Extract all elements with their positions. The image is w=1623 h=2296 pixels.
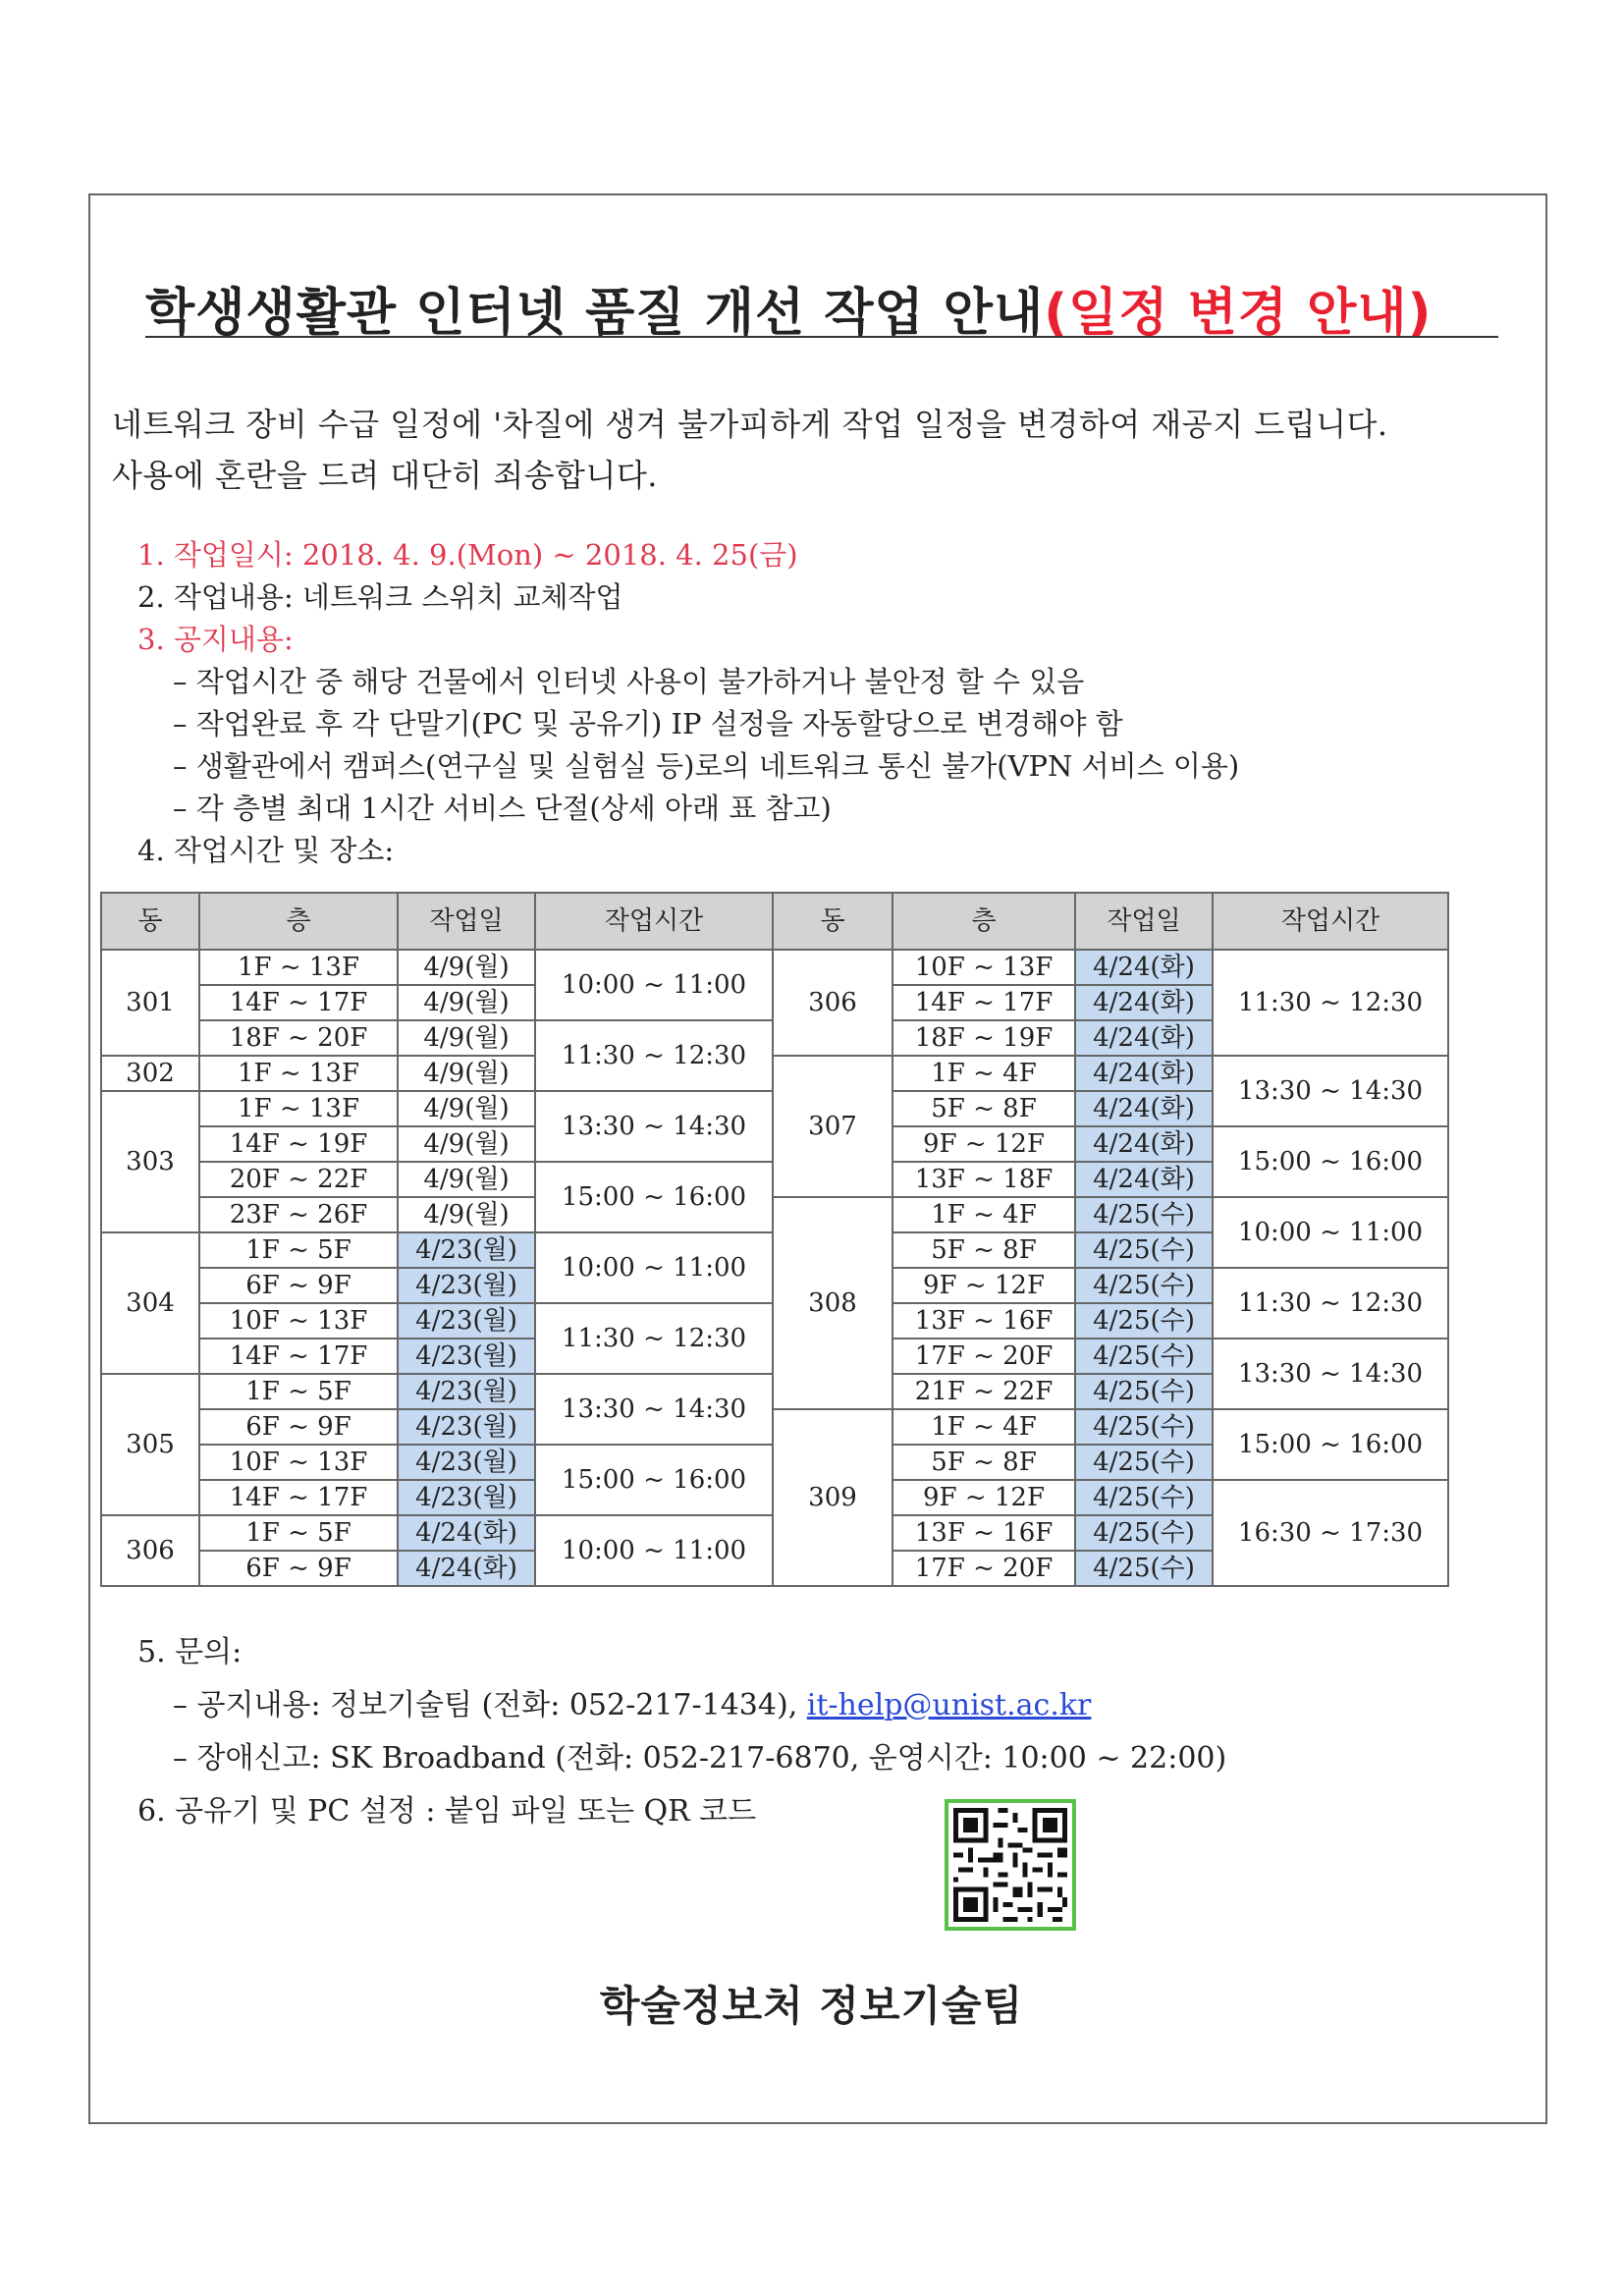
floor-cell: 9F ~ 12F xyxy=(893,1480,1075,1515)
building-cell: 309 xyxy=(773,1409,893,1586)
floor-cell: 10F ~ 13F xyxy=(199,1445,398,1480)
floor-cell: 14F ~ 17F xyxy=(893,985,1075,1020)
header-floor: 층 xyxy=(893,893,1075,950)
date-cell: 4/23(월) xyxy=(398,1339,535,1374)
note-item: – 작업시간 중 해당 건물에서 인터넷 사용이 불가하거나 불안정 할 수 있음 xyxy=(173,665,1085,698)
floor-cell: 1F ~ 4F xyxy=(893,1056,1075,1091)
building-cell: 308 xyxy=(773,1197,893,1409)
date-cell: 4/23(월) xyxy=(398,1409,535,1445)
building-cell: 302 xyxy=(101,1056,199,1091)
item-work-datetime: 1. 작업일시: 2018. 4. 9.(Mon) ~ 2018. 4. 25(금) xyxy=(137,538,798,572)
date-cell: 4/25(수) xyxy=(1075,1303,1213,1339)
time-cell: 15:00 ~ 16:00 xyxy=(535,1445,773,1515)
table-row xyxy=(101,1197,1448,1232)
time-cell: 11:30 ~ 12:30 xyxy=(1213,950,1448,1056)
time-cell: 11:30 ~ 12:30 xyxy=(535,1303,773,1374)
header-time: 작업시간 xyxy=(535,893,773,950)
floor-cell: 5F ~ 8F xyxy=(893,1091,1075,1126)
date-cell: 4/9(월) xyxy=(398,1020,535,1056)
date-cell: 4/25(수) xyxy=(1075,1480,1213,1515)
date-cell: 4/9(월) xyxy=(398,1126,535,1162)
time-cell: 15:00 ~ 16:00 xyxy=(1213,1126,1448,1197)
floor-cell: 6F ~ 9F xyxy=(199,1268,398,1303)
floor-cell: 18F ~ 20F xyxy=(199,1020,398,1056)
building-cell: 304 xyxy=(101,1232,199,1374)
floor-cell: 1F ~ 5F xyxy=(199,1374,398,1409)
header-date: 작업일 xyxy=(398,893,535,950)
table-row xyxy=(101,950,1448,985)
date-cell: 4/24(화) xyxy=(1075,950,1213,985)
date-cell: 4/9(월) xyxy=(398,1091,535,1126)
date-cell: 4/24(화) xyxy=(398,1515,535,1551)
date-cell: 4/23(월) xyxy=(398,1445,535,1480)
schedule-table xyxy=(100,892,1449,1587)
floor-cell: 6F ~ 9F xyxy=(199,1551,398,1586)
contact-section xyxy=(137,1626,1512,1838)
item-router-setup: 6. 공유기 및 PC 설정 : 붙임 파일 또는 QR 코드 xyxy=(137,1794,757,1829)
date-cell: 4/25(수) xyxy=(1075,1551,1213,1586)
building-cell: 306 xyxy=(101,1515,199,1586)
intro-line-1: 네트워크 장비 수급 일정에 '차질에 생겨 불가피하게 작업 일정을 변경하여 재공지 드립니다. xyxy=(112,406,1388,443)
date-cell: 4/24(화) xyxy=(398,1551,535,1586)
floor-cell: 14F ~ 17F xyxy=(199,1339,398,1374)
date-cell: 4/24(화) xyxy=(1075,1126,1213,1162)
header-date: 작업일 xyxy=(1075,893,1213,950)
floor-cell: 14F ~ 19F xyxy=(199,1126,398,1162)
floor-cell: 1F ~ 13F xyxy=(199,1056,398,1091)
floor-cell: 1F ~ 4F xyxy=(893,1197,1075,1232)
note-item: – 작업완료 후 각 단말기(PC 및 공유기) IP 설정을 자동할당으로 변경해야 함 xyxy=(173,707,1123,740)
floor-cell: 6F ~ 9F xyxy=(199,1409,398,1445)
time-cell: 13:30 ~ 14:30 xyxy=(535,1374,773,1445)
date-cell: 4/23(월) xyxy=(398,1374,535,1409)
time-cell: 11:30 ~ 12:30 xyxy=(1213,1268,1448,1339)
time-cell: 15:00 ~ 16:00 xyxy=(535,1162,773,1232)
title-highlight: (일정 변경 안내) xyxy=(1044,284,1433,343)
time-cell: 13:30 ~ 14:30 xyxy=(1213,1056,1448,1126)
floor-cell: 13F ~ 16F xyxy=(893,1303,1075,1339)
date-cell: 4/24(화) xyxy=(1075,1091,1213,1126)
floor-cell: 5F ~ 8F xyxy=(893,1232,1075,1268)
floor-cell: 17F ~ 20F xyxy=(893,1339,1075,1374)
qr-code-icon xyxy=(948,1803,1072,1927)
date-cell: 4/25(수) xyxy=(1075,1374,1213,1409)
time-cell: 11:30 ~ 12:30 xyxy=(535,1020,773,1091)
floor-cell: 1F ~ 13F xyxy=(199,1091,398,1126)
building-cell: 301 xyxy=(101,950,199,1056)
floor-cell: 9F ~ 12F xyxy=(893,1126,1075,1162)
time-cell: 10:00 ~ 11:00 xyxy=(535,950,773,1020)
intro-paragraph xyxy=(112,399,1536,501)
date-cell: 4/9(월) xyxy=(398,1162,535,1197)
time-cell: 13:30 ~ 14:30 xyxy=(1213,1339,1448,1409)
floor-cell: 5F ~ 8F xyxy=(893,1445,1075,1480)
qr-code[interactable] xyxy=(945,1799,1076,1931)
floor-cell: 21F ~ 22F xyxy=(893,1374,1075,1409)
date-cell: 4/25(수) xyxy=(1075,1515,1213,1551)
floor-cell: 10F ~ 13F xyxy=(893,950,1075,985)
building-cell: 303 xyxy=(101,1091,199,1232)
date-cell: 4/25(수) xyxy=(1075,1232,1213,1268)
date-cell: 4/23(월) xyxy=(398,1268,535,1303)
date-cell: 4/24(화) xyxy=(1075,1056,1213,1091)
title-main: 학생생활관 인터넷 품질 개선 작업 안내 xyxy=(145,284,1045,343)
title-underline xyxy=(145,336,1498,338)
floor-cell: 13F ~ 16F xyxy=(893,1515,1075,1551)
date-cell: 4/9(월) xyxy=(398,985,535,1020)
floor-cell: 1F ~ 5F xyxy=(199,1515,398,1551)
contact-notice-text: – 공지내용: 정보기술팀 (전화: 052-217-1434), xyxy=(173,1688,807,1722)
time-cell: 10:00 ~ 11:00 xyxy=(535,1515,773,1586)
time-cell: 10:00 ~ 11:00 xyxy=(535,1232,773,1303)
notice-items xyxy=(137,534,1512,872)
table-row xyxy=(101,1056,1448,1091)
building-cell: 307 xyxy=(773,1056,893,1197)
time-cell: 10:00 ~ 11:00 xyxy=(1213,1197,1448,1268)
date-cell: 4/23(월) xyxy=(398,1303,535,1339)
floor-cell: 1F ~ 4F xyxy=(893,1409,1075,1445)
date-cell: 4/25(수) xyxy=(1075,1197,1213,1232)
floor-cell: 18F ~ 19F xyxy=(893,1020,1075,1056)
page-title xyxy=(145,271,1500,345)
time-cell: 15:00 ~ 16:00 xyxy=(1213,1409,1448,1480)
date-cell: 4/9(월) xyxy=(398,1197,535,1232)
floor-cell: 23F ~ 26F xyxy=(199,1197,398,1232)
floor-cell: 10F ~ 13F xyxy=(199,1303,398,1339)
table-header-row xyxy=(101,893,1448,950)
date-cell: 4/25(수) xyxy=(1075,1409,1213,1445)
item-work-content: 2. 작업내용: 네트워크 스위치 교체작업 xyxy=(137,580,623,614)
time-cell: 16:30 ~ 17:30 xyxy=(1213,1480,1448,1586)
time-cell: 13:30 ~ 14:30 xyxy=(535,1091,773,1162)
floor-cell: 13F ~ 18F xyxy=(893,1162,1075,1197)
item-notice-content: 3. 공지내용: xyxy=(137,623,294,656)
floor-cell: 1F ~ 13F xyxy=(199,950,398,985)
floor-cell: 14F ~ 17F xyxy=(199,1480,398,1515)
floor-cell: 14F ~ 17F xyxy=(199,985,398,1020)
date-cell: 4/23(월) xyxy=(398,1232,535,1268)
date-cell: 4/24(화) xyxy=(1075,985,1213,1020)
header-building: 동 xyxy=(101,893,199,950)
header-building: 동 xyxy=(773,893,893,950)
floor-cell: 9F ~ 12F xyxy=(893,1268,1075,1303)
note-item: – 생활관에서 캠퍼스(연구실 및 실험실 등)로의 네트워크 통신 불가(VPN 서비스 이용) xyxy=(173,749,1240,783)
date-cell: 4/9(월) xyxy=(398,1056,535,1091)
date-cell: 4/9(월) xyxy=(398,950,535,985)
floor-cell: 17F ~ 20F xyxy=(893,1551,1075,1586)
issuer-signature: 학술정보처 정보기술팀 xyxy=(599,1982,1024,2030)
date-cell: 4/24(화) xyxy=(1075,1162,1213,1197)
building-cell: 305 xyxy=(101,1374,199,1515)
date-cell: 4/25(수) xyxy=(1075,1339,1213,1374)
date-cell: 4/23(월) xyxy=(398,1480,535,1515)
item-work-schedule: 4. 작업시간 및 장소: xyxy=(137,834,395,867)
date-cell: 4/25(수) xyxy=(1075,1445,1213,1480)
building-cell: 306 xyxy=(773,950,893,1056)
date-cell: 4/24(화) xyxy=(1075,1020,1213,1056)
contact-notice-line xyxy=(137,1679,1512,1732)
note-item: – 각 층별 최대 1시간 서비스 단절(상세 아래 표 참고) xyxy=(173,792,832,825)
item-inquiry: 5. 문의: xyxy=(137,1635,243,1669)
email-link[interactable]: it-help@unist.ac.kr xyxy=(806,1688,1092,1722)
contact-outage-line: – 장애신고: SK Broadband (전화: 052-217-6870, 운영시간: 10:00 ~ 22:00) xyxy=(173,1741,1227,1776)
table-row xyxy=(101,1409,1448,1445)
floor-cell: 1F ~ 5F xyxy=(199,1232,398,1268)
header-floor: 층 xyxy=(199,893,398,950)
header-time: 작업시간 xyxy=(1213,893,1448,950)
floor-cell: 20F ~ 22F xyxy=(199,1162,398,1197)
intro-line-2: 사용에 혼란을 드려 대단히 죄송합니다. xyxy=(112,457,658,494)
date-cell: 4/25(수) xyxy=(1075,1268,1213,1303)
